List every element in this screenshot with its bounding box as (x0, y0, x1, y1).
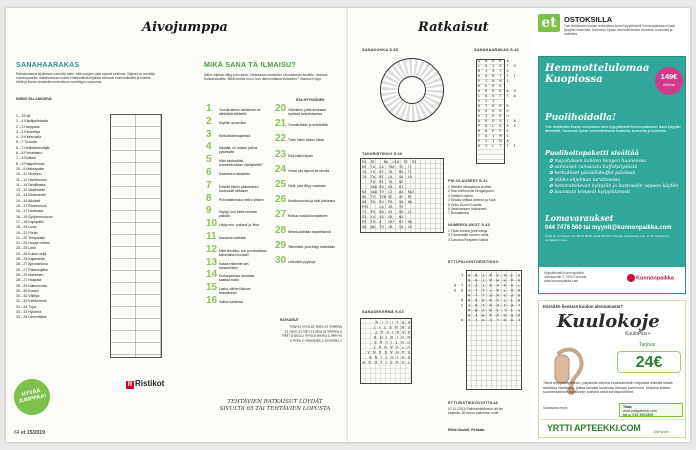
bullet-icon: ✿ (549, 159, 555, 164)
ristikot-logo: R Ristikot (127, 379, 165, 388)
clue-list (16, 114, 80, 321)
ad-headline: Hemmottelulomaa Kuopiossa (545, 63, 650, 85)
sanasekerma-grid: T O A S I L E Ä R E R I S T I N E S A N A S A N A U T V A N A T O N T I L A S N O I S I O N A A A I K A T E M N E T I T E R L I L I N (360, 318, 412, 384)
item-number: 27 (275, 209, 287, 221)
clue-item: 28→29 Kalkennoisu (16, 283, 48, 288)
item-number: 24 (275, 163, 287, 175)
tavuristikko-row: PU TO A VAT MI RA (362, 220, 413, 224)
item-number: 2 (206, 115, 212, 127)
mika-sana-author: ESA NYYSSÖNEN (296, 98, 325, 102)
kuulo-model: KuuloPlus+ (625, 331, 651, 337)
piilolause-item: 6 Ihmimassam hiuksemm (448, 207, 487, 212)
clue-item: 3→4 Kimmellys (16, 129, 41, 134)
puolihoidolla-title: Puolihoidolla! (545, 113, 617, 123)
kuulo-body: Tämä helppokäyttöinen, paristoilla toimiva kuulovahvistin helpottaa elämää missä arkisissa tilanteissa, joissa toivoisit kuulevasi hieman paremmin. Mukana selkeä, suomenkielinen käyttöohje, paristot sekä korvasovittimet. (543, 381, 673, 394)
saatavana-text: Saatavana myös (543, 406, 568, 410)
left-page (6, 8, 348, 442)
paketti-item: ✿ lauantain lempeät kylpylätanssit (549, 190, 631, 196)
item-clue: Vielä, joka liittyy vasaraan (288, 184, 326, 188)
winner-name: Riitta Okuloff, Pirkkala. (448, 428, 486, 432)
clue-item: 31→34 Tupa (16, 304, 37, 309)
item-clue: Ymmärretään ja selvitetään (288, 123, 329, 128)
paketti-list (549, 159, 679, 196)
item-clue: Valitse kantensa (219, 300, 243, 304)
lomavaraukset-title: Lomavaraukset (545, 213, 614, 223)
item-number: 11 (206, 231, 217, 242)
clue-item: 14→16 Alkukeli (16, 198, 41, 203)
sanasekerma-heading: SANASEKERMÄ S.63 (362, 310, 404, 314)
clue-item: 33→32 Hyörimä (16, 309, 42, 314)
item-number: 4 (206, 141, 212, 153)
bullet-icon: ✿ (549, 171, 555, 177)
ostokset-column (532, 8, 690, 442)
ostokset-subtitle: Tule viettämään ihanan rentouttava loma Kylpylähotelli Kunnonpaikkaan! Nauti kylpylän lämmöstä, Harmonia Spaan hemmottelevista hoidoista, kunnoista ja tuotteista. (564, 24, 675, 36)
clue-item: 11→12 Hamienuoru (16, 177, 48, 182)
item-clue: Roikuu nustolla korjalainen (288, 214, 328, 219)
answers-text: 1 Tietokone 2 Sähköinen 3 Kasa 4 Kuvake 5 Pankki 6 Kuva 7 Posti 8 Lippu 9 Kauppa 10 Kirje 11 Latu 12 Lisko 13 Maalaus 14 Saha 15 Kumi 16 Aika (281, 324, 342, 343)
sanahaarakas-grid (110, 114, 162, 358)
bullet-icon: ✿ (549, 165, 555, 171)
item-clue: Lekkoisiin pyysinyt (288, 260, 316, 264)
clue-item: 6→7 Helikäämentäjät (16, 145, 50, 150)
right-page (348, 8, 690, 442)
clue-item: 33→34 Lämmittävä (16, 315, 47, 320)
paketti-item: ✿ majoituksen kahden hengen huoneessa (549, 159, 646, 164)
booking-phone[interactable]: 044 7476 560 tai myynti@kunnonpaikka.com (545, 225, 672, 231)
clue-item: 26→27 Palasmijalke (16, 267, 48, 272)
mika-sana-title: MIKÄ SANA TÄ ILMAISU? (204, 62, 296, 69)
item-number: 21 (275, 118, 287, 130)
yrttiapteekki-logo: YRTTI APTEEKKI.COM (547, 423, 641, 433)
kunnonpaikka-address: Kylpylähotelli Kunnonpaikka Joensuuntie 2, 70910 Vuorela www.kunnonpaikka.com (544, 271, 587, 283)
tavuristikko-row: SA NA TU JA TA LO (362, 225, 413, 229)
sanakukka-center (398, 76, 426, 104)
piilolause-item: 3 Vieläkin hanen (448, 193, 474, 198)
item-clue: Edistää ihteen pääsämisen koukuudet sellaisen (219, 184, 259, 193)
clue-item: 15→17 Ravintoloon (16, 204, 47, 209)
tavuristikko-heading: TAVURISTIKKO S.40 (362, 152, 403, 156)
tavuristikko-row: HA PA RU PA SA NA (362, 200, 413, 204)
item-number: 3 (206, 128, 212, 140)
bullet-icon: ✿ (549, 183, 555, 189)
yrttiapteekki-slogan: - Vali hyvin - (651, 430, 671, 434)
sanakukka-heading: SANAKUKKA S.38 (362, 48, 398, 52)
kuulo-title: Kuulokoje (557, 311, 660, 332)
clue-item: 21→24 Huvaa vihkiss (16, 241, 50, 246)
paketti-item: ✿ hemmottelevan kylpylän ja kuntosalin vapaan käytön (549, 183, 679, 189)
item-number: 6 (206, 167, 212, 178)
clue-item: 18→19 Lossi (16, 225, 37, 230)
tavuristikko-row: KO TA LA TAR TE TI (362, 165, 413, 169)
item-number: 29 (275, 239, 287, 251)
numeroluku-heading: NUMEROLUKOT S.42 (448, 223, 491, 227)
piilolauseet-list (448, 185, 508, 216)
tavuristikko-row: TA MI TA NE (362, 180, 404, 184)
sanahaarakas-solution-heading: SANAHAARAKAS S.46 (474, 48, 519, 52)
hyvaa-jumppaa-badge: HYVÄÄ JUMPPAA! (11, 376, 54, 419)
clue-item: 31→32 Kiehkoninta (16, 299, 47, 304)
item-clue: Lasku, vähän liikkuva tarkoilliseksi (219, 287, 251, 296)
item-clue: Kasaa eläimelle sen tumautmisen (219, 261, 249, 270)
yrttiapteekki-footer (539, 419, 685, 437)
tavuristikko-row: NI SAA TO LI AA KAI (362, 190, 415, 194)
order-box[interactable]: Tilaa: www.yrttiapteekki.com tai p. 010 3961800 (619, 403, 683, 417)
item-number: 23 (275, 148, 287, 160)
bullet-icon: ✿ (549, 190, 555, 196)
solution-note: TEHTÄVIEN RATKAISUT LÖYDÄT SIVULTA 65 TAI TEHTÄVIEN LOPUSTA (219, 399, 331, 412)
order-web[interactable]: www.yrttiapteekki.com (623, 409, 657, 413)
item-number: 5 (206, 154, 212, 166)
item-number: 9 (206, 205, 212, 217)
page-number: 64 et 15/2019 (14, 430, 45, 436)
kuulo-question: Kärsitkö lievästä kuulon alentumasta? (543, 304, 624, 309)
item-clue: Nimeä pidetään tarpeellisenä (288, 229, 331, 234)
piilolause-item: 7 Rusalamma (448, 211, 469, 216)
item-clue: Eikä kaikki täysin (288, 153, 314, 158)
clue-item: 16→19 Syöjänmuotoon (16, 214, 53, 219)
clue-item: 1→4 Käpälpuhdasta (16, 119, 48, 124)
clue-item: 26→27 Aprodaniosa (16, 262, 48, 267)
paketti-heading: Puolihoitopaketti sisältää (545, 149, 639, 157)
tavuristikko-grid (360, 158, 444, 233)
sanahaarakas-title: SANAHAARAKAS (16, 62, 80, 69)
item-number: 15 (206, 282, 218, 294)
paketti-item: ✿ herkulliset päivällisbuffet päivässä (549, 171, 636, 177)
clue-item: 13→12 Vaaltimelle (16, 188, 46, 193)
item-number: 8 (206, 192, 212, 204)
winner-heading: ETTI.RISTIKKOVOITTAJA (448, 401, 499, 405)
sanahaarakas-instructions: Ratkaisusanat sijoitetaan ruutuihin siten, että sanojen osat sopivat toisiinsa. Viljaset on merkitty numeroparella: ratkaisusanan kolme ensimmäistä kirjainta toistuvat ensimmäisellä ja toisella rivillä ja kolme viimeistä numeroituun merkittyyn ruutuunsa. (16, 72, 155, 85)
tavuristikko-row: NU TU TON SE VE RI (362, 195, 413, 199)
clue-item: 8→9 Palapelinosa (16, 161, 45, 166)
clue-item: 24→26 Kukon veljä (16, 251, 47, 256)
tarjous-label: Tarjous (639, 342, 656, 348)
clue-item: 6→8 Puhuntamo (16, 151, 43, 156)
tavuristikko-row: SI LU VA SA NU (362, 215, 404, 219)
winner-text: 07.11./2019 Palkintoristikossa viit liin kirjainta, 30 euron palkinnon voitti (448, 407, 503, 416)
sanahaarakas-author: KIMMO SILLANKORVA (16, 97, 52, 101)
clue-item: 11→14 Tahdilkasta (16, 182, 46, 187)
tavuristikko-row: TA TA RI TA MA TI (362, 170, 413, 174)
numeroluku-item: 2 Tuovantalle nuoren rivilla (448, 233, 489, 238)
clue-item: 1→3 Kuli (16, 114, 31, 118)
clue-item: 4→5 Kirkernalla (16, 135, 41, 140)
kuulo-price: 24€ (617, 351, 681, 373)
ad-body: Tule viettämään ihanan rentouttava loma Kylpylähotelli Kunnonpaikkaan! Nauti kylpylän lämmöstä, Harmonia Spaan hemmottelevista hoidoista, kunnoista ja tuotteista. (545, 125, 681, 134)
kunnonpaikka-logo: Kunnonpaikka (627, 274, 674, 282)
section-title: Aivojumppa (142, 20, 228, 35)
clue-item: 10→11 Veolinnu (16, 172, 42, 177)
item-number: 20 (275, 103, 287, 114)
item-clue: Liityty mm. 'pakona' ja 'tiina' (219, 223, 260, 228)
clue-item: 16→17 Harttoska (16, 209, 44, 214)
piilolause-item: 5 Onko Suomi Suvella (448, 202, 482, 207)
mika-sana-instructions: Nähin viljetsin liittyy joku sana. Oteteaanpa esimerkki: Muodotonan avuliitto. Vastaus: Kullasessuliitto. Mikä merise nurin, kun harmoottaisat tiotauteen? Vastaus Kuppi. (204, 73, 329, 82)
item-clue: Mikä käsiemitäsi, tuumaileluokaan mielipidettä? (219, 159, 263, 168)
item-number: 7 (206, 179, 212, 191)
kunnonpaikka-ad[interactable] (538, 56, 686, 294)
item-clue: Kurkarpaeksia avustaan, saattaa avata (219, 274, 256, 283)
fine-print: Hinta on voimassa 1.5.-30.12.2019. Hinta hlö/vrk 2 hengen huoneessa, min. 2 vrk. Tarjous on voimassa ma-pe. (545, 234, 669, 242)
item-number: 25 (275, 179, 287, 190)
item-clue: Hyytyy, kun tullee toimeen pakolla (219, 210, 258, 219)
item-clue: Vääristeni, jotka annetaan hyvässä tarkoituksessa (288, 108, 327, 116)
item-clue: Kiintoäkörinhajaleksä (219, 133, 251, 138)
item-number: 12 (206, 243, 218, 255)
item-clue: Monikkomuoto ja tunti kokkeana (288, 199, 336, 204)
answers-heading: RATKAISUT (280, 318, 299, 322)
paketti-item: ✿ viikko-ohjelman tarvittaessa (549, 177, 621, 183)
item-number: 22 (275, 133, 287, 145)
sanahaarakas-solution-grid: S A R K A L O I S T O R I S T O K O R T T I P I N N I K U R K H E R K K U L A U T T A V I I K I R R E K U K K O V I E K U A R O S T A P A L K S I H A P P E T A I M I P I I N Ä K Y L T T I (476, 59, 505, 164)
item-clue: Kasvavat satiealla (219, 236, 246, 240)
tavuristikko-row: TA TA MI LA VA LO (362, 175, 413, 179)
item-number: 30 (275, 255, 287, 266)
clue-item: 21→22 Tempauslu (16, 235, 46, 240)
numeroluku-list (448, 229, 508, 242)
piilolauseet-heading: PIILOLAUSEET S.41 (448, 179, 488, 183)
tavuristikko-row: TI PU NA SI SA LI (362, 210, 413, 214)
item-clue: Tulee mihin tahtoo tullaa (288, 138, 324, 143)
clue-item: 7→8 Noikele (16, 156, 37, 161)
tavuristikko-row: SAA RA VA KI (362, 185, 404, 189)
clue-item: 28→27 Haapala (16, 278, 42, 283)
clue-item: 5→7 Tuomita (16, 140, 37, 145)
item-clue: Näyttää, on rahaan joskus pysähtyäe. (219, 146, 258, 155)
palkintoristikko-heading: ETTI.PALKINTORISTIKKO (448, 260, 499, 264)
tavuristikko-row: POS LA JA TO (362, 205, 404, 209)
clue-item: 29→30 Kovelu (16, 288, 39, 293)
item-clue: Salaminen rakastettu (219, 172, 250, 176)
clue-item: 17→18 Kapupälki (16, 219, 44, 224)
clue-item: 13→14 Kirtamerkki (16, 193, 46, 198)
piilolause-item: 4 Sinulla uhittaa lammut ja Kipa (448, 198, 496, 203)
item-number: 14 (206, 269, 218, 281)
ostokset-title: OSTOKSILLA (564, 15, 613, 24)
clue-item: 23→25 Lahti (16, 246, 36, 251)
item-clue: Voivat olla täynnä tai sinnilla (288, 168, 330, 173)
piilolause-item: 1 Mielikin sillanpiirtyä suoltta (448, 185, 491, 189)
kunnonpaikka-footer (539, 267, 685, 293)
item-number: 26 (275, 194, 287, 206)
clue-item: 10→9 Maksapalle (16, 166, 45, 171)
clue-item: 28→29 Makeinen (16, 272, 44, 277)
ratkaisut-title: Ratkaisut (418, 20, 489, 35)
bullet-icon: ✿ (549, 177, 555, 183)
item-number: 10 (206, 218, 218, 230)
item-number: 16 (206, 295, 218, 306)
paketti-item: ✿ aamiaiset runsaasta buffetpöydästä (549, 165, 638, 171)
palkintoristikko-grid: E R N L E R I I N A E O V A M I S F I L I N V M A L E I K K I S I I K I T V A S A N A O P S K E L L A K U T A T L L I O S T U N E E T T I L O S A M M A T O N S I K S A T N O L (466, 270, 522, 390)
piilolause-item: 2 Sisu kivihomosi kenganpuen (448, 189, 494, 194)
item-clue: Köyhän apuseikka (219, 120, 246, 125)
item-number: 1 (206, 103, 212, 114)
clue-item: 25→26 Kajahdella (16, 257, 45, 262)
clue-item: 2→3 Harppaus (16, 124, 40, 129)
item-clue: Ymmärrämme toisiamme eri sähköisiä sähkeille. (219, 108, 261, 116)
numeroluku-item: 3 Carolina Reaperin tulinta (448, 237, 489, 242)
item-clue: Mikä ilmoittuu, kun punnistellaan kaimmäisen kovasti? (219, 248, 267, 257)
clue-item: 19→21 Pörän (16, 230, 38, 235)
clue-item: 30→32 Välittys (16, 294, 40, 299)
item-clue: Tekemistä, joka liittyy tuoltekään (288, 244, 336, 249)
item-number: 28 (275, 224, 287, 236)
order-phone[interactable]: tai p. 010 3961800 (623, 413, 654, 417)
numeroluku-item: 1 Tipac Amanç johti inkoja (448, 229, 488, 233)
et-logo: et (538, 14, 560, 32)
item-clue: Puhumattomuus melko ylitwen (219, 197, 264, 202)
tavuristikko-row: PA RI KA LEN TE RI (362, 160, 417, 164)
item-number: 13 (206, 256, 218, 268)
kuulokoje-ad[interactable] (538, 300, 686, 438)
price-badge: 149€ /hlö/vrk (655, 67, 683, 95)
